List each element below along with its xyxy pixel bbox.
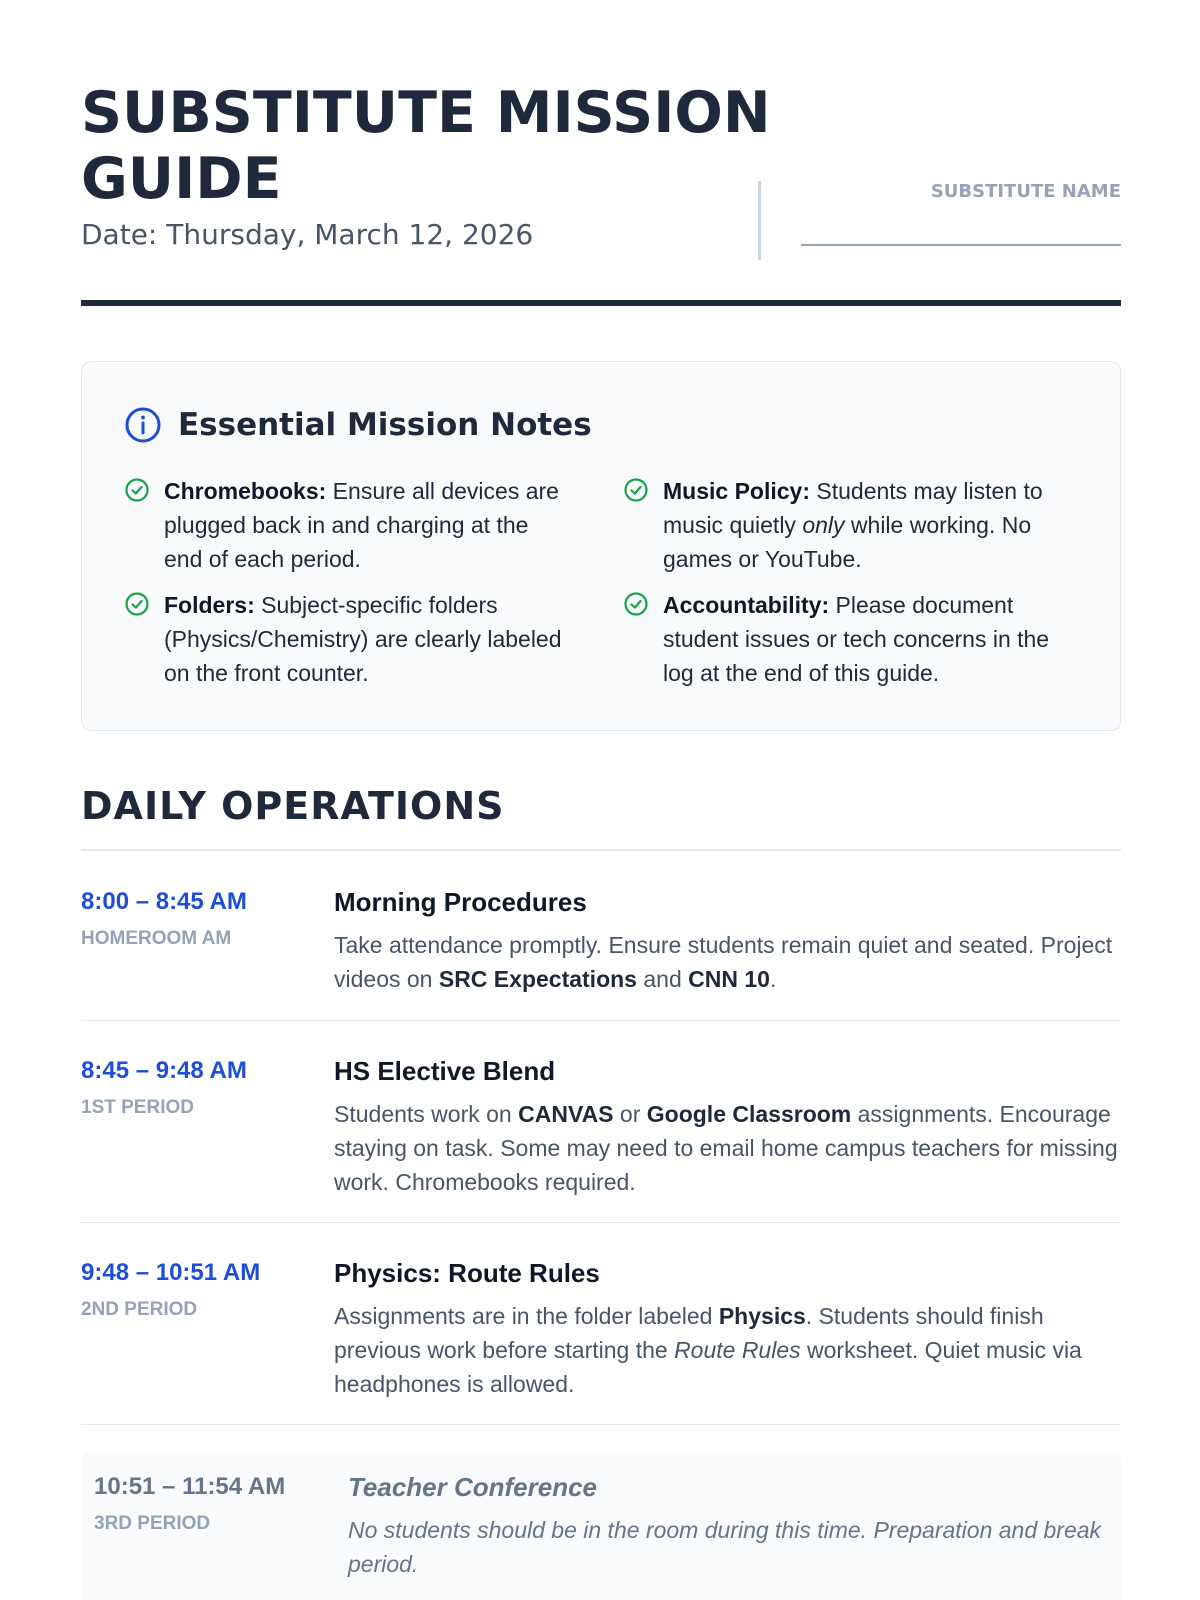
note-label: Folders: — [164, 592, 255, 618]
desc-text: Students work on — [334, 1101, 519, 1127]
activity-title: Physics: Route Rules — [334, 1258, 600, 1288]
period-label: 3RD PERIOD — [94, 1513, 211, 1534]
activity-description — [334, 1299, 1121, 1401]
note-body: Students may listen to music quietly — [663, 478, 1043, 538]
header-rule — [81, 300, 1121, 306]
note-emphasis: only — [802, 512, 845, 538]
time-range: 8:00 – 8:45 AM — [81, 888, 247, 915]
note-text — [663, 588, 1063, 690]
note-body: Subject-specific folders (Physics/Chemistry) are clearly labeled on the front counter. — [164, 592, 562, 686]
note-text — [164, 588, 564, 690]
row-divider — [81, 1020, 1121, 1021]
schedule-row-3rd-period — [81, 1453, 1121, 1600]
section-divider — [81, 849, 1121, 851]
desc-bold: CNN 10 — [688, 966, 770, 992]
page — [81, 0, 1121, 1577]
period-label: HOMEROOM AM — [81, 928, 232, 949]
page-header — [81, 0, 1121, 307]
essential-notes-panel — [81, 361, 1121, 731]
info-icon — [124, 406, 162, 444]
notes-title: Essential Mission Notes — [178, 407, 592, 443]
note-body: Ensure all devices are plugged back in and charging at the end of each period. — [164, 478, 559, 572]
activity-title: Morning Procedures — [334, 887, 587, 917]
substitute-name-field[interactable] — [801, 244, 1121, 246]
desc-bold: CANVAS — [518, 1101, 614, 1127]
check-circle-icon — [124, 477, 150, 503]
time-range: 9:48 – 10:51 AM — [81, 1259, 261, 1286]
daily-operations-title: DAILY OPERATIONS — [81, 784, 505, 828]
desc-text: assignments. Encourage staying on task. Some may need to email home campus teachers for missing work. Chromebooks required. — [334, 1101, 1118, 1195]
note-label: Chromebooks: — [164, 478, 327, 504]
row-divider — [81, 1424, 1121, 1425]
period-label: 2ND PERIOD — [81, 1299, 198, 1320]
substitute-name-label: SUBSTITUTE NAME — [930, 181, 1121, 202]
desc-text: and — [636, 966, 689, 992]
desc-bold: SRC Expectations — [438, 966, 637, 992]
note-body: while working. No games or YouTube. — [663, 512, 1032, 572]
note-chromebooks — [124, 474, 564, 576]
desc-text: Assignments are in the folder labeled — [334, 1303, 719, 1329]
note-text — [663, 474, 1063, 576]
desc-text: . — [769, 966, 777, 992]
note-label: Accountability: — [663, 592, 830, 618]
note-text — [164, 474, 564, 576]
desc-bold: Physics — [718, 1303, 806, 1329]
time-range: 8:45 – 9:48 AM — [81, 1057, 247, 1084]
desc-text: or — [613, 1101, 647, 1127]
header-divider — [758, 181, 761, 260]
page-date: Date: Thursday, March 12, 2026 — [81, 218, 534, 251]
period-label: 1ST PERIOD — [81, 1097, 194, 1118]
activity-description — [334, 1097, 1121, 1199]
check-circle-icon — [623, 591, 649, 617]
note-body: Please document student issues or tech concerns in the log at the end of this guide. — [663, 592, 1050, 686]
page-title: SUBSTITUTE MISSION GUIDE — [81, 80, 771, 212]
desc-text: . Students should finish previous work before starting the — [334, 1303, 1044, 1363]
note-music-policy — [623, 474, 1063, 576]
desc-bold: Google Classroom — [646, 1101, 852, 1127]
activity-description — [334, 928, 1121, 996]
check-circle-icon — [124, 591, 150, 617]
desc-text: worksheet. Quiet music via headphones is allowed. — [334, 1337, 1082, 1397]
notes-heading — [124, 406, 592, 444]
time-range: 10:51 – 11:54 AM — [94, 1473, 286, 1500]
note-accountability — [623, 588, 1063, 690]
activity-title: Teacher Conference — [348, 1472, 598, 1502]
row-divider — [81, 1222, 1121, 1223]
check-circle-icon — [623, 477, 649, 503]
desc-italic: Route Rules — [674, 1337, 801, 1363]
activity-description: No students should be in the room during this time. Preparation and break period. — [348, 1517, 1102, 1577]
note-folders — [124, 588, 564, 690]
activity-title: HS Elective Blend — [334, 1056, 556, 1086]
note-label: Music Policy: — [663, 478, 810, 504]
desc-text: Take attendance promptly. Ensure students remain quiet and seated. Project videos on — [334, 932, 1113, 992]
